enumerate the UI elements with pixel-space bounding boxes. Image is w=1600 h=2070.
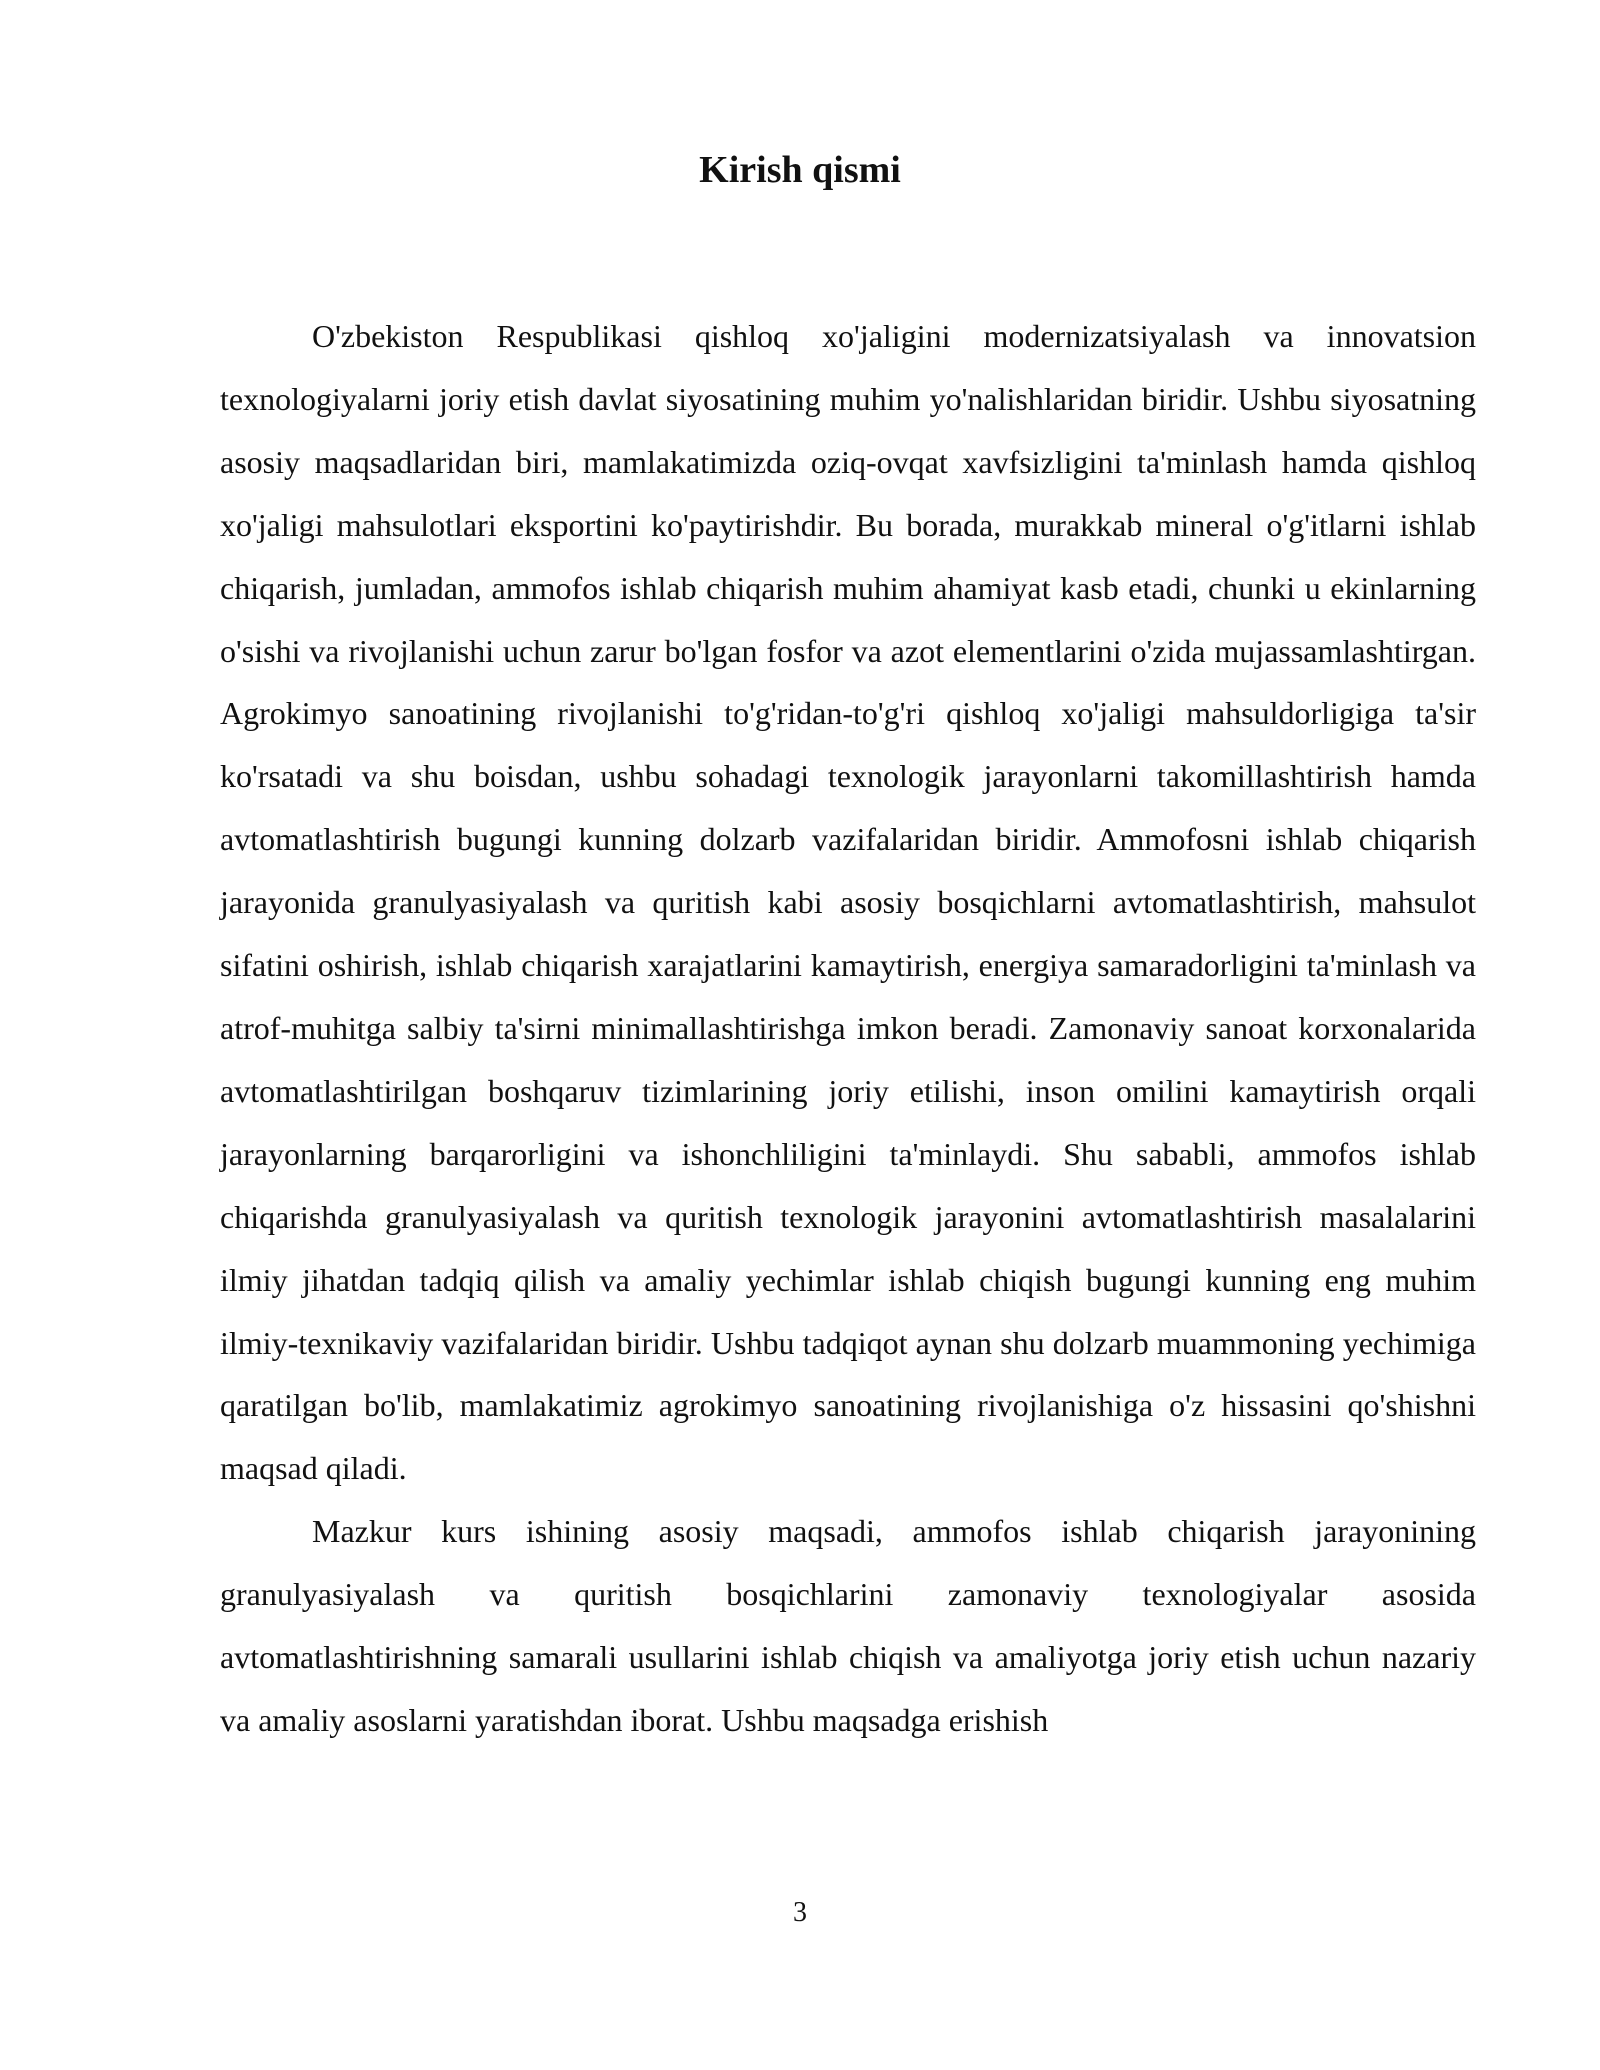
body-text [220, 305, 1476, 1752]
paragraph-goal: Mazkur kurs ishining asosiy maqsadi, ammofos ishlab chiqarish jarayonining granulyasiyalash va quritish bosqichlarini zamonaviy texnologiyalar asosida avtomatlashtirishning samarali usullarini ishlab chiqish va amaliyotga joriy etish uchun nazariy va amaliy asoslarni yaratishdan iborat. Ushbu maqsadga erishish [220, 1513, 1476, 1738]
paragraph-intro: O'zbekiston Respublikasi qishloq xo'jaligini modernizatsiyalash va innovatsion texnologiyalarni joriy etish davlat siyosatining muhim yo'nalishlaridan biridir. Ushbu siyosatning asosiy maqsadlaridan biri, mamlakatimizda oziq-ovqat xavfsizligini ta'minlash hamda qishloq xo'jaligi mahsulotlari eksportini ko'paytirishdir. Bu borada, murakkab mineral o'g'itlarni ishlab chiqarish, jumladan, ammofos ishlab chiqarish muhim ahamiyat kasb etadi, chunki u ekinlarning o'sishi va rivojlanishi uchun zarur bo'lgan fosfor va azot elementlarini o'zida mujassamlashtirgan. Agrokimyo sanoatining rivojlanishi to'g'ridan-to'g'ri qishloq xo'jaligi mahsuldorligiga ta'sir ko'rsatadi va shu boisdan, ushbu sohadagi texnologik jarayonlarni takomillashtirish hamda avtomatlashtirish bugungi kunning dolzarb vazifalaridan biridir. Ammofosni ishlab chiqarish jarayonida granulyasiyalash va quritish kabi asosiy bosqichlarni avtomatlashtirish, mahsulot sifatini oshirish, ishlab chiqarish xarajatlarini kamaytirish, energiya samaradorligini ta'minlash va atrof-muhitga salbiy ta'sirni minimallashtirishga imkon beradi. Zamonaviy sanoat korxonalarida avtomatlashtirilgan boshqaruv tizimlarining joriy etilishi, inson omilini kamaytirish orqali jarayonlarning barqarorligini va ishonchliligini ta'minlaydi. Shu sababli, ammofos ishlab chiqarishda granulyasiyalash va quritish texnologik jarayonini avtomatlashtirish masalalarini ilmiy jihatdan tadqiq qilish va amaliy yechimlar ishlab chiqish bugungi kunning eng muhim ilmiy-texnikaviy vazifalaridan biridir. Ushbu tadqiqot aynan shu dolzarb muammoning yechimiga qaratilgan bo'lib, mamlakatimiz agrokimyo sanoatining rivojlanishiga o'z hissasini qo'shishni maqsad qiladi. [220, 318, 1476, 1487]
page-title: Kirish qismi [699, 149, 901, 191]
page-number: 3 [793, 1897, 807, 1928]
